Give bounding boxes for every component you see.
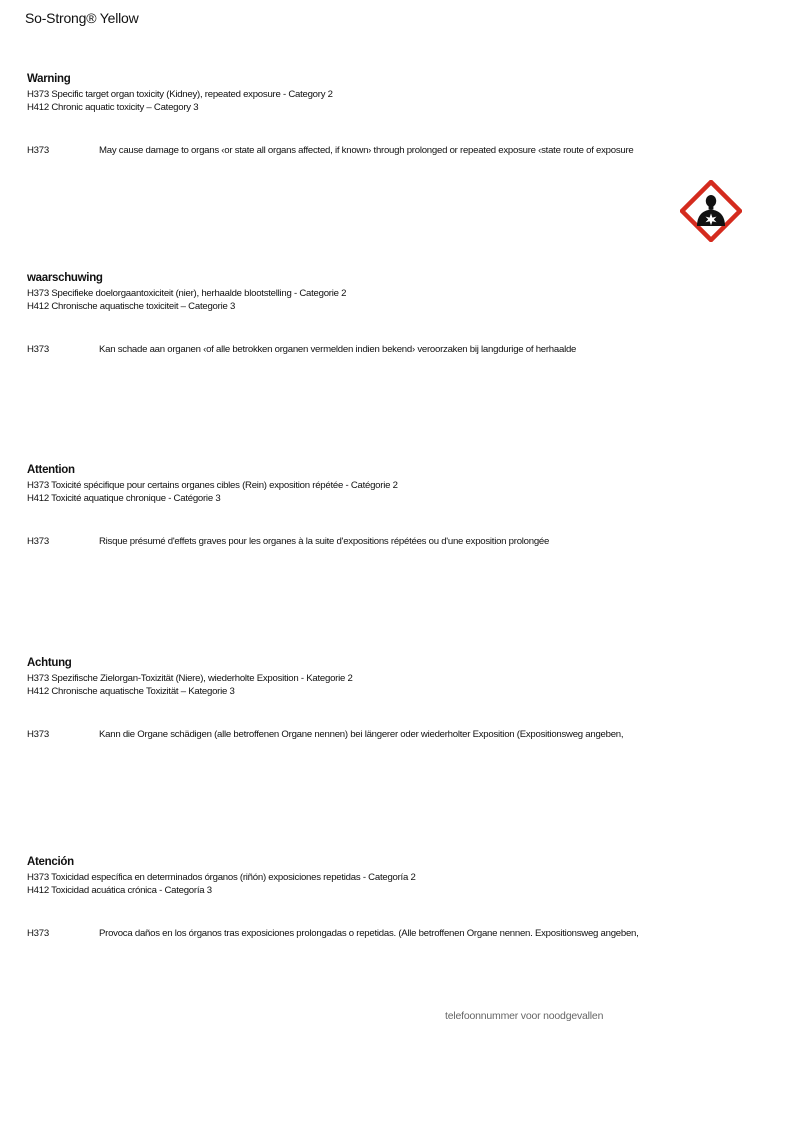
statement-text: Kann die Organe schädigen (alle betroffenen Organe nennen) bei längerer oder wiederholter Exposition (Expositionsweg angeben, [99, 729, 624, 740]
statement-text: Kan schade aan organen ‹of alle betrokken organen vermelden indien bekend› veroorzaken bij langdurige of herhaalde [99, 344, 577, 355]
statement-code: H373 [27, 145, 49, 156]
health-hazard-icon [680, 180, 742, 242]
hazard-statement-h412: H412 Toxicité aquatique chronique - Catégorie 3 [27, 493, 221, 504]
signal-word: waarschuwing [27, 272, 103, 284]
hazard-section-fr [27, 464, 767, 547]
statement-code: H373 [27, 536, 49, 547]
statement-code: H373 [27, 729, 49, 740]
product-title: So-Strong® Yellow [25, 10, 139, 26]
signal-word: Atención [27, 856, 74, 868]
statement-text: Provoca daños en los órganos tras exposiciones prolongadas o repetidas. (Alle betroffenen Organe nennen. Expositionsweg angeben, [99, 928, 639, 939]
hazard-statement-h412: H412 Chronische aquatische toxiciteit – Categorie 3 [27, 301, 236, 312]
emergency-phone-label: telefoonnummer voor noodgevallen [445, 1010, 604, 1022]
statement-text: May cause damage to organs ‹or state all organs affected, if known› through prolonged or repeated exposure ‹state route of exposure [99, 145, 634, 156]
hazard-statement-h373: H373 Spezifische Zielorgan-Toxizität (Niere), wiederholte Exposition - Kategorie 2 [27, 673, 353, 684]
signal-word: Attention [27, 464, 75, 476]
hazard-section-de [27, 657, 767, 740]
hazard-statement-h373: H373 Toxicité spécifique pour certains organes cibles (Rein) exposition répétée - Catégorie 2 [27, 480, 398, 491]
statement-code: H373 [27, 928, 49, 939]
signal-word: Warning [27, 73, 71, 85]
hazard-section-nl [27, 272, 767, 355]
hazard-statement-h373: H373 Specifieke doelorgaantoxiciteit (nier), herhaalde blootstelling - Categorie 2 [27, 288, 347, 299]
statement-code: H373 [27, 344, 49, 355]
hazard-statement-h373: H373 Specific target organ toxicity (Kidney), repeated exposure - Category 2 [27, 89, 333, 100]
statement-text: Risque présumé d'effets graves pour les organes à la suite d'expositions répétées ou d'une exposition prolongée [99, 536, 550, 547]
hazard-section-es [27, 856, 767, 939]
hazard-statement-h412: H412 Chronische aquatische Toxizität – Kategorie 3 [27, 686, 235, 697]
hazard-statement-h412: H412 Chronic aquatic toxicity – Category 3 [27, 102, 199, 113]
hazard-section-en [27, 73, 767, 156]
signal-word: Achtung [27, 657, 72, 669]
hazard-statement-h412: H412 Toxicidad acuática crónica - Categoría 3 [27, 885, 212, 896]
hazard-statement-h373: H373 Toxicidad específica en determinados órganos (riñón) exposiciones repetidas - Categoría 2 [27, 872, 416, 883]
